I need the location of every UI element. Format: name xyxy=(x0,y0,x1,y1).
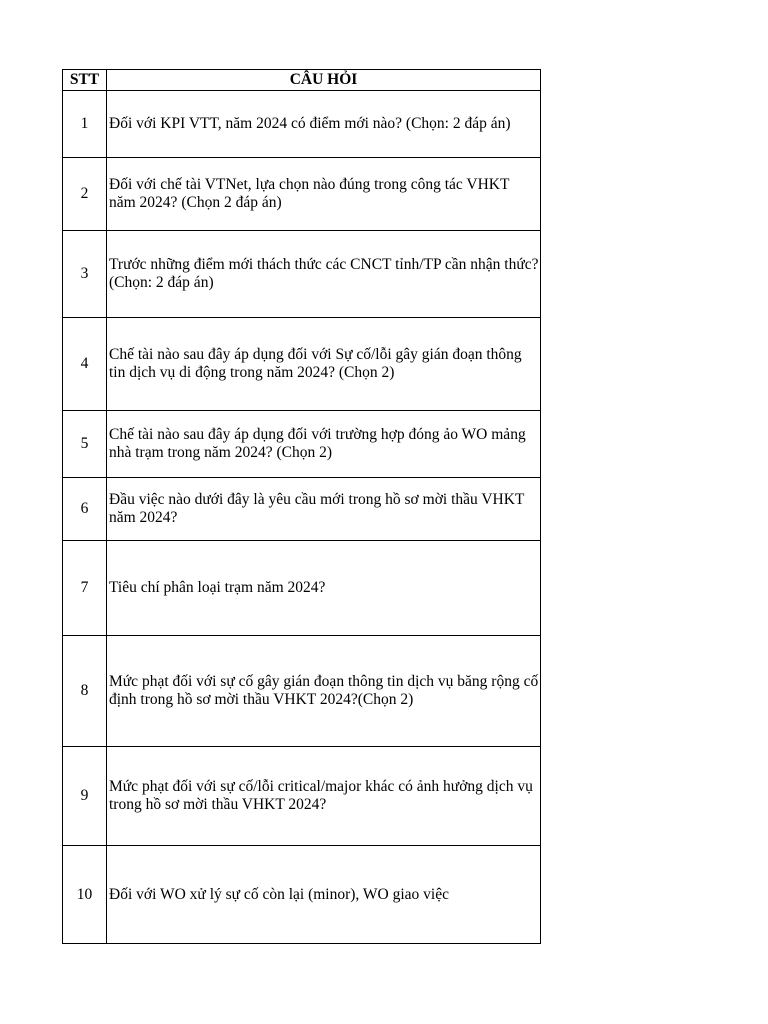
column-header-stt: STT xyxy=(63,70,107,91)
question-text: Đầu việc nào dưới đây là yêu cầu mới trong hồ sơ mời thầu VHKT năm 2024? xyxy=(107,478,541,541)
row-number: 3 xyxy=(63,231,107,318)
table-row xyxy=(63,231,541,318)
row-number: 2 xyxy=(63,158,107,231)
table-row xyxy=(63,541,541,636)
table-row xyxy=(63,318,541,411)
table-row xyxy=(63,747,541,846)
question-text: Chế tài nào sau đây áp dụng đối với trường hợp đóng ảo WO mảng nhà trạm trong năm 2024? (Chọn 2) xyxy=(107,411,541,478)
question-text: Tiêu chí phân loại trạm năm 2024? xyxy=(107,541,541,636)
row-number: 1 xyxy=(63,91,107,158)
question-text: Mức phạt đối với sự cố gây gián đoạn thông tin dịch vụ băng rộng cố định trong hồ sơ mời thầu VHKT 2024?(Chọn 2) xyxy=(107,636,541,747)
table-row xyxy=(63,158,541,231)
row-number: 5 xyxy=(63,411,107,478)
question-text: Mức phạt đối với sự cố/lỗi critical/major khác có ảnh hưởng dịch vụ trong hồ sơ mời thầu VHKT 2024? xyxy=(107,747,541,846)
table-row xyxy=(63,846,541,944)
row-number: 4 xyxy=(63,318,107,411)
table-row xyxy=(63,411,541,478)
column-header-question: CÂU HỎI xyxy=(107,70,541,91)
question-text: Trước những điểm mới thách thức các CNCT tỉnh/TP cần nhận thức? (Chọn: 2 đáp án) xyxy=(107,231,541,318)
questions-table xyxy=(62,69,541,944)
question-text: Chế tài nào sau đây áp dụng đối với Sự cố/lỗi gây gián đoạn thông tin dịch vụ di động trong năm 2024? (Chọn 2) xyxy=(107,318,541,411)
row-number: 9 xyxy=(63,747,107,846)
question-text: Đối với chế tài VTNet, lựa chọn nào đúng trong công tác VHKT năm 2024? (Chọn 2 đáp án) xyxy=(107,158,541,231)
table-header-row xyxy=(63,70,541,91)
question-text: Đối với WO xử lý sự cố còn lại (minor), WO giao việc xyxy=(107,846,541,944)
table-row xyxy=(63,636,541,747)
table-row xyxy=(63,478,541,541)
row-number: 7 xyxy=(63,541,107,636)
row-number: 6 xyxy=(63,478,107,541)
row-number: 8 xyxy=(63,636,107,747)
table-row xyxy=(63,91,541,158)
question-text: Đối với KPI VTT, năm 2024 có điểm mới nào? (Chọn: 2 đáp án) xyxy=(107,91,541,158)
row-number: 10 xyxy=(63,846,107,944)
